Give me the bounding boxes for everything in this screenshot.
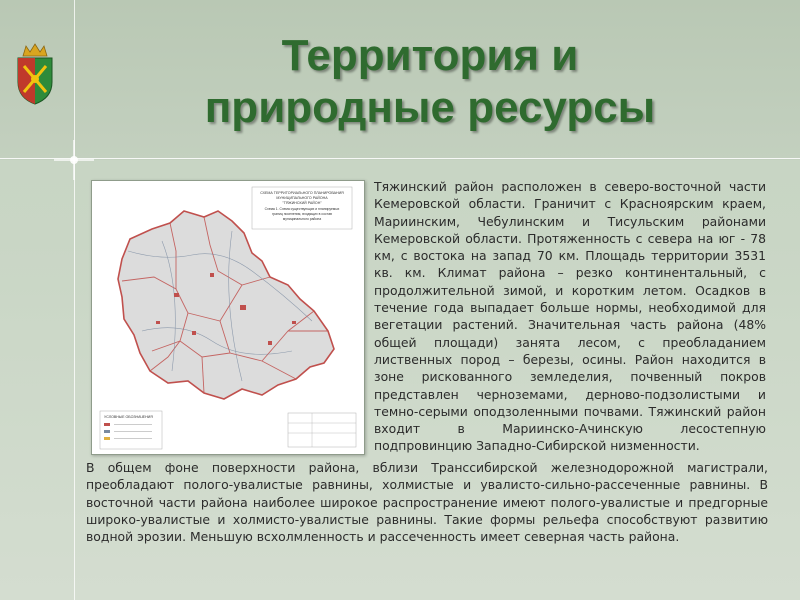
map-header-line-1: СХЕМА ТЕРРИТОРИАЛЬНОГО ПЛАНИРОВАНИЯ	[260, 191, 344, 195]
district-map-drawing	[92, 181, 364, 454]
light-spark-icon	[54, 140, 94, 180]
map-header-line-3: "ТЯЖИНСКИЙ РАЙОН"	[282, 201, 322, 205]
vertical-divider	[74, 0, 75, 600]
map-header-line-4: Схема 1. Схема существующих и планируемых	[264, 207, 340, 211]
map-header-line-2: МУНИЦИПАЛЬНОГО РАЙОНА	[276, 196, 328, 200]
map-legend-title: УСЛОВНЫЕ ОБОЗНАЧЕНИЯ	[104, 415, 153, 419]
paragraph-territory: Тяжинский район расположен в северо-восточной части Кемеровской области. Граничит с Красноярским краем, Мариинским, Чебулинским и Тисульским районами Кемеровской области. Протяженность с севера на юг - 78 км, с востока на запад 70 км. Площадь территории 3531 кв. км. Климат района – резко континентальный, с продолжительной зимой, и коротким летом. Осадков в течение года выпадает больше нормы, необходимой для вегетации растений. Значительная часть района (48% общей площади) занята лесом, с преобладанием лиственных пород – березы, осины. Район находится в зоне рискованного земледелия, почвенный покров представлен черноземами, дерново-подзолистыми и темно-серыми оподзоленными почвами. Тяжинский район входит в Мариинско-Ачинскую лесостепную подпровинцию Западно-Сибирской низменности.	[374, 179, 766, 454]
coat-of-arms-icon	[14, 42, 56, 106]
title-line-2: природные ресурсы	[204, 83, 656, 132]
map-header-line-6: муниципального района	[282, 217, 322, 221]
horizontal-divider	[0, 158, 800, 159]
title-line-1: Территория и	[281, 31, 579, 80]
slide-title	[100, 30, 760, 134]
map-title-block	[252, 187, 352, 229]
paragraph-relief: В общем фоне поверхности района, вблизи Транссибирской железнодорожной магистрали, преобладают полого-увалистые равнины, холмистые и увалисто-сильно-рассеченные равнины. В восточной части района наиболее широкое распространение имеют полого-увалистые и предгорные широко-увалистые и холмисто-увалистые равнины. Такие формы рельефа способствуют развитию водной эрозии. Меньшую всхолмленность и рассеченность имеет северная часть района.	[86, 460, 768, 545]
map-header-line-5: границ поселения, входящих в состав	[272, 212, 332, 216]
map-legend	[100, 411, 162, 449]
map-stamp-block	[288, 413, 356, 447]
district-map-image	[91, 180, 365, 455]
